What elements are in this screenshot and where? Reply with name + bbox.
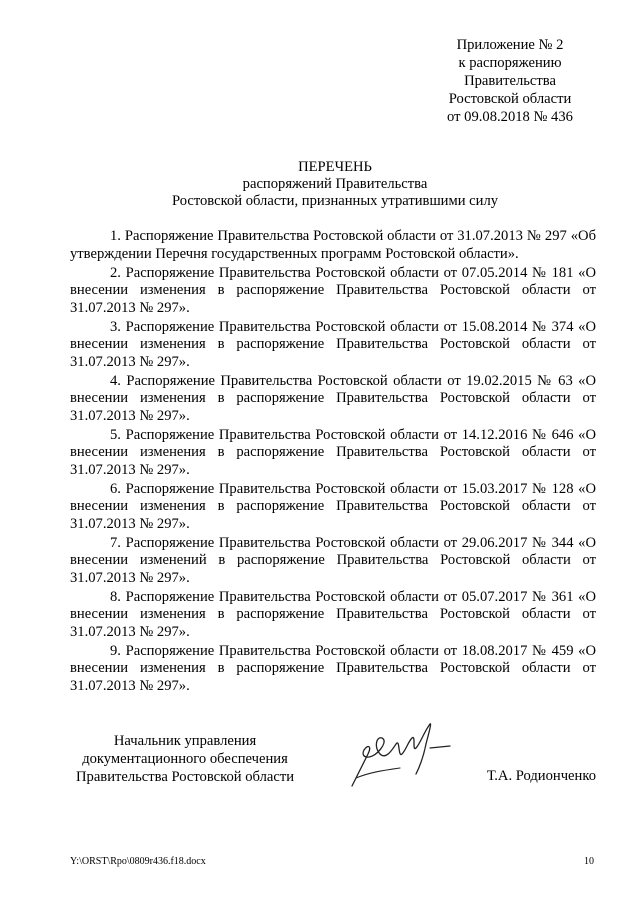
title-heading: ПЕРЕЧЕНЬ xyxy=(298,159,372,175)
appendix-line: к распоряжению xyxy=(458,55,562,71)
list-item: 2. Распоряжение Правительства Ростовской области от 07.05.2014 № 181 «О внесении изменения в распоряжение Правительства Ростовской области от 31.07.2013 № 297». xyxy=(70,264,596,316)
footer-file-path: Y:\ORST\Rpo\0809r436.f18.docx xyxy=(70,856,206,867)
signer-name: Т.А. Родионченко xyxy=(486,768,596,784)
appendix-header xyxy=(410,36,610,126)
appendix-line: Приложение № 2 xyxy=(456,37,564,53)
revoked-orders-list xyxy=(70,228,596,697)
list-item: 4. Распоряжение Правительства Ростовской области от 19.02.2015 № 63 «О внесении изменения в распоряжение Правительства Ростовской области от 31.07.2013 № 297». xyxy=(70,372,596,424)
list-item: 1. Распоряжение Правительства Ростовской области от 31.07.2013 № 297 «Об утверждении Перечня государственных программ Ростовской области». xyxy=(70,228,596,262)
list-item: 6. Распоряжение Правительства Ростовской области от 15.03.2017 № 128 «О внесении изменения в распоряжение Правительства Ростовской области от 31.07.2013 № 297». xyxy=(70,480,596,532)
appendix-line: Правительства xyxy=(464,73,556,89)
list-item: 5. Распоряжение Правительства Ростовской области от 14.12.2016 № 646 «О внесении изменения в распоряжение Правительства Ростовской области от 31.07.2013 № 297». xyxy=(70,426,596,478)
list-item: 9. Распоряжение Правительства Ростовской области от 18.08.2017 № 459 «О внесении изменения в распоряжение Правительства Ростовской области от 31.07.2013 № 297». xyxy=(70,642,596,694)
title-line: распоряжений Правительства xyxy=(242,176,428,192)
list-item: 3. Распоряжение Правительства Ростовской области от 15.08.2014 № 374 «О внесении изменения в распоряжение Правительства Ростовской области от 31.07.2013 № 297». xyxy=(70,318,596,370)
list-item: 8. Распоряжение Правительства Ростовской области от 05.07.2017 № 361 «О внесении изменения в распоряжение Правительства Ростовской области от 31.07.2013 № 297». xyxy=(70,588,596,640)
appendix-line: Ростовской области xyxy=(448,91,572,107)
signatory-line: Правительства Ростовской области xyxy=(75,769,295,785)
signatory-title xyxy=(70,732,300,786)
handwritten-signature xyxy=(346,714,456,794)
document-title xyxy=(70,159,600,210)
title-line: Ростовской области, признанных утратившими силу xyxy=(171,193,499,209)
signatory-line: Начальник управления xyxy=(113,733,257,749)
appendix-line: от 09.08.2018 № 436 xyxy=(447,109,573,125)
page-number: 10 xyxy=(584,856,594,867)
signatory-line: документационного обеспечения xyxy=(82,751,288,767)
list-item: 7. Распоряжение Правительства Ростовской области от 29.06.2017 № 344 «О внесении изменений в распоряжение Правительства Ростовской области от 31.07.2013 № 297». xyxy=(70,534,596,586)
